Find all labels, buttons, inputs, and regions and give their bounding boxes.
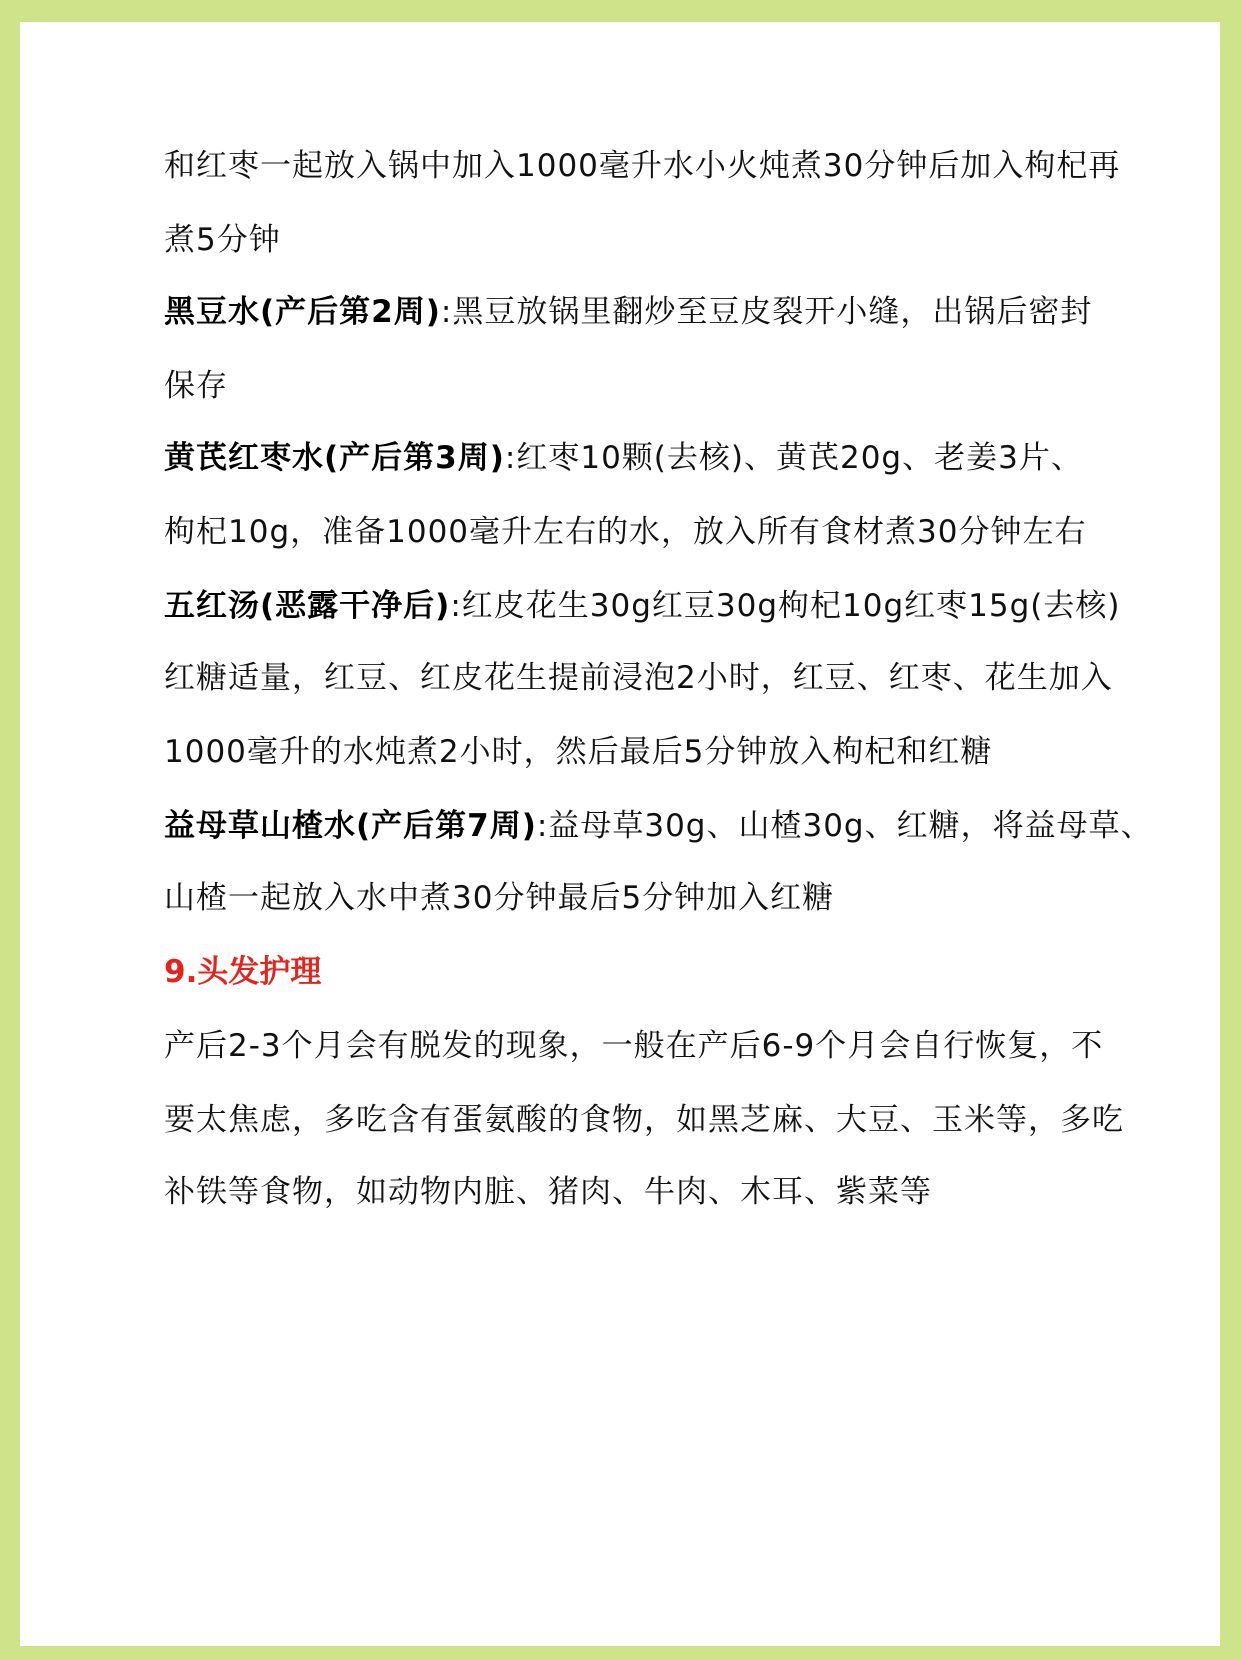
recipe-text-line: 保存 <box>164 368 228 404</box>
recipe-text-line: 煮5分钟 <box>164 222 281 258</box>
document-page <box>20 22 1220 1646</box>
section-text-line: 要太焦虑，多吃含有蛋氨酸的食物，如黑芝麻、大豆、玉米等，多吃 <box>164 1102 1124 1138</box>
section-heading: 9.头发护理 <box>164 954 322 990</box>
section-text-line: 产后2-3个月会有脱发的现象，一般在产后6-9个月会自行恢复，不 <box>164 1028 1104 1064</box>
recipe-name: 益母草山楂水(产后第7周) <box>164 808 537 844</box>
recipe-text-line: 红糖适量，红豆、红皮花生提前浸泡2小时，红豆、红枣、花生加入 <box>164 660 1113 696</box>
recipe-name: 黄芪红枣水(产后第3周) <box>164 440 505 476</box>
recipe-heading-line: 五红汤(恶露干净后):红皮花生30g红豆30g枸杞10g红枣15g(去核) <box>164 588 1121 624</box>
recipe-text-line: 山楂一起放入水中煮30分钟最后5分钟加入红糖 <box>164 880 835 916</box>
recipe-name: 黑豆水(产后第2周) <box>164 294 441 330</box>
recipe-text-line: 枸杞10g，准备1000毫升左右的水，放入所有食材煮30分钟左右 <box>164 514 1087 550</box>
recipe-text-line: 和红枣一起放入锅中加入1000毫升水小火炖煮30分钟后加入枸杞再 <box>164 148 1121 184</box>
section-text-line: 补铁等食物，如动物内脏、猪肉、牛肉、木耳、紫菜等 <box>164 1174 932 1210</box>
recipe-name: 五红汤(恶露干净后) <box>164 588 451 624</box>
recipe-heading-line: 益母草山楂水(产后第7周):益母草30g、山楂30g、红糖，将益母草、 <box>164 808 1153 844</box>
recipe-text-line: 1000毫升的水炖煮2小时，然后最后5分钟放入枸杞和红糖 <box>164 734 993 770</box>
recipe-heading-line: 黑豆水(产后第2周):黑豆放锅里翻炒至豆皮裂开小缝，出锅后密封 <box>164 294 1093 330</box>
recipe-heading-line: 黄芪红枣水(产后第3周):红枣10颗(去核)、黄芪20g、老姜3片、 <box>164 440 1083 476</box>
